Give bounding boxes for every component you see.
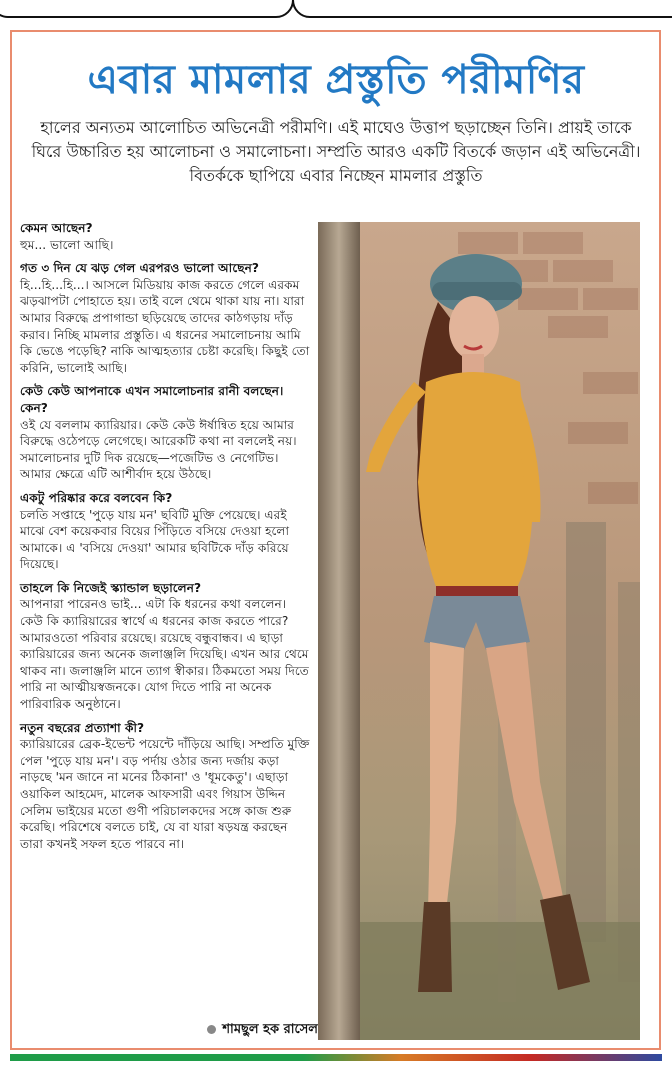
question: তাহলে কি নিজেই স্ক্যান্ডাল ছড়ালেন?	[20, 580, 202, 595]
byline-bullet-icon	[207, 1025, 216, 1034]
byline	[158, 1020, 318, 1041]
question: কেউ কেউ আপনাকে এখন সমালোচনার রানী বলছেন। কেন?	[20, 384, 284, 415]
qa-block	[20, 490, 310, 573]
qa-block	[20, 260, 310, 376]
headline: এবার মামলার প্রস্তুতি পরীমণির	[87, 57, 585, 103]
answer: ওই যে বললাম ক্যারিয়ার। কেউ কেউ ঈর্ষান্বিত হয়ে আমার বিরুদ্ধে ওঠেপড়ে লেগেছে। আরেকটি কথা না বললেই নয়। সমালোচনার দুটি দিক রয়েছে—পজেটিভ ও নেগেটিভ। আমার ক্ষেত্রে এটি আশীর্বাদ হয়ে উঠছে।	[20, 417, 297, 482]
intro-paragraph: হালের অন্যতম আলোচিত অভিনেত্রী পরীমণি। এই মাঘেও উত্তাপ ছড়াচ্ছেন তিনি। প্রায়ই তাকে ঘিরে উচ্চারিত হয় আলোচনা ও সমালোচনা। সম্প্রতি আরও একটি বিতর্কে জড়ান এই অভিনেত্রী। বিতর্ককে ছাপিয়ে এবার নিচ্ছেন মামলার প্রস্তুতি	[31, 118, 641, 185]
question: একটু পরিষ্কার করে বলবেন কি?	[20, 490, 173, 505]
answer: আপনারা পারেনও ভাই... এটা কি ধরনের কথা বললেন। কেউ কি ক্যারিয়ারের স্বার্থে এ ধরনের কাজ করতে পারে? আমারওতো পরিবার রয়েছে। রয়েছে বন্ধুবান্ধব। এ ছাড়া ক্যারিয়ারের জন্য অনেক জলাঞ্জলি দিয়েছি। এখন আর থেমে থাকব না। জলাঞ্জলি মানে ত্যাগ স্বীকার। ঠিকমতো সময় দিতে পারি না আত্মীয়স্বজনকে। যোগ দিতে পারি না অনেক পারিবারিক অনুষ্ঠানে।	[20, 597, 309, 712]
actress-photo	[318, 222, 640, 1040]
answer: হি...হি...হি...। আসলে মিডিয়ায় কাজ করতে গেলে এরকম ঝড়ঝাপটা পোহাতে হয়। তাই বলে থেমে থাকা যায় না। যারা আমার বিরুদ্ধে প্রপাগান্ডা ছড়িয়েছে তাদের কাঠগড়ায় দাঁড় করাব। নিচ্ছি মামলার প্রস্তুতি। এ ধরনের সমালোচনায় আমি কি ভেঙে পড়েছি? নাকি আত্মহত্যার চেষ্টা করেছি। কিছুই তো করিনি, ভালোই আছি।	[20, 277, 310, 375]
question: গত ৩ দিন যে ঝড় গেল এরপরও ভালো আছেন?	[20, 261, 259, 276]
qa-block	[20, 383, 310, 483]
qa-block	[20, 220, 310, 253]
footer-color-bar	[10, 1054, 662, 1061]
answer: ক্যারিয়ারের ব্রেক-ইভেন্ট পয়েন্টে দাঁড়িয়ে আছি। সম্প্রতি মুক্তি পেল 'পুড়ে যায় মন'। বড় পর্দায় ওঠার জন্য দর্জায় কড়া নাড়ছে 'মন জানে না মনের ঠিকানা' ও 'ধূমকেতু'। এছাড়া ওয়াকিল আহমেদ, মালেক আফসারী এবং গিয়াস উদ্দিন সেলিম ভাইয়ের মতো গুণী পরিচালকদের সঙ্গে কাজ শুরু করেছি। পরিশেষে বলতে চাই, যে বা যারা ষড়যন্ত্র করছেন তারা কখনই সফল হতে পারবে না।	[20, 737, 310, 851]
qa-block	[20, 580, 310, 713]
top-tab-left	[0, 0, 294, 18]
interview-body	[20, 220, 310, 859]
question: কেমন আছেন?	[20, 221, 93, 235]
question: নতুন বছরের প্রত্যাশা কী?	[20, 720, 145, 735]
qa-block	[20, 720, 310, 853]
answer: হুম... ভালো আছি।	[20, 237, 114, 252]
answer: চলতি সপ্তাহে 'পুড়ে যায় মন' ছবিটি মুক্তি পেয়েছে। এরই মাঝে বেশ কয়েকবার বিয়ের পিঁড়িতে বসিয়ে দেওয়া হলো আমাকে। এ 'বসিয়ে দেওয়া' আমার ছবিটিকে দাঁড় করিয়ে দিয়েছে।	[20, 507, 290, 572]
byline-name: শামছুল হক রাসেল	[222, 1022, 318, 1037]
top-tab-right	[292, 0, 672, 18]
top-page-tabs	[0, 0, 672, 18]
